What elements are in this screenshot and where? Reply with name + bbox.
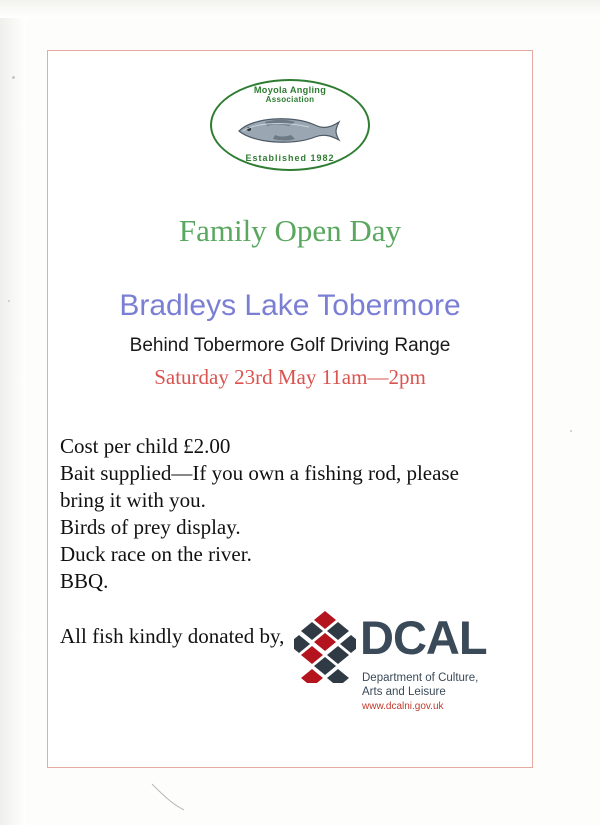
donation-line: All fish kindly donated: [60, 624, 255, 648]
flyer-body: [47, 50, 533, 768]
sponsor-name: DCAL: [360, 611, 487, 664]
sponsor-department: [362, 671, 478, 699]
scan-speck: [570, 430, 572, 432]
sponsor-department-line: Arts and Leisure: [362, 686, 446, 698]
logo-top-text: [200, 85, 380, 105]
scan-speck: [12, 76, 15, 79]
venue-detail: Behind Tobermore Golf Driving Range: [129, 335, 451, 356]
trout-fish-icon: [235, 113, 345, 147]
event-title: Family Open Day: [178, 213, 402, 248]
sponsor-department-line: Department of Culture,: [362, 672, 479, 684]
logo-club-name: Moyola Angling: [253, 85, 327, 95]
donation-note: [60, 623, 300, 650]
event-date-time: Saturday 23rd May 11am—2pm: [154, 365, 426, 389]
scan-pen-mark: [150, 782, 190, 812]
scan-speck: [8, 300, 10, 302]
sponsor-website: www.dcalni.gov.uk: [362, 701, 444, 712]
diamond-grid-icon: [294, 611, 356, 683]
venue-title: Bradleys Lake Tobermore: [119, 289, 461, 322]
detail-line: Birds of prey display.: [60, 515, 241, 539]
detail-line: Bait supplied—If you own a fishing rod, please: [60, 461, 459, 485]
donation-line: by,: [259, 624, 285, 648]
detail-line: BBQ.: [60, 569, 109, 593]
logo-established-text: Established 1982: [245, 153, 335, 163]
sponsor-logo: [294, 603, 504, 733]
detail-line: Cost per child £2.00: [60, 434, 231, 458]
detail-line: bring it with you.: [60, 488, 206, 512]
club-logo: [200, 69, 380, 179]
event-details-list: [60, 433, 510, 595]
detail-line: Duck race on the river.: [60, 542, 252, 566]
scan-edge-shadow-top: [0, 0, 600, 18]
logo-association-word: Association: [265, 95, 315, 104]
scan-edge-shadow-left: [0, 0, 26, 825]
